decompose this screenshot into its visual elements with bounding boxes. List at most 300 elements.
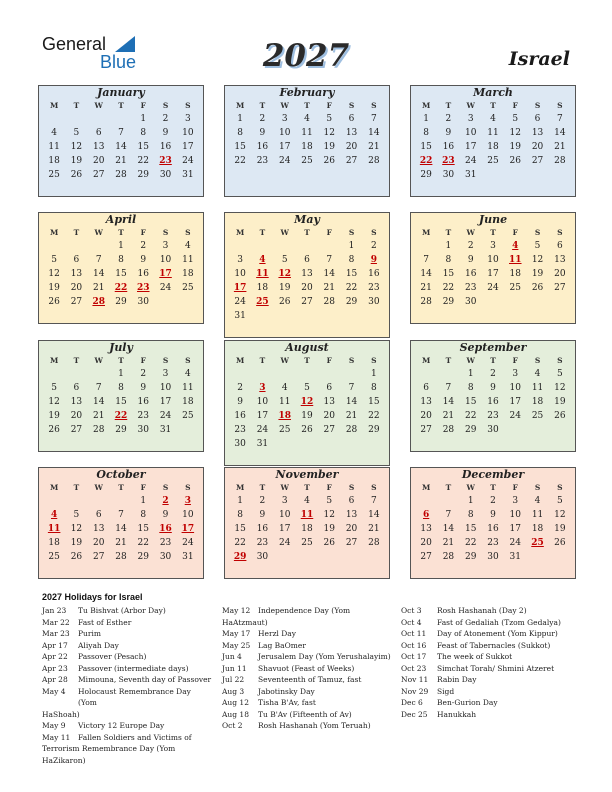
day-cell: 14 bbox=[442, 524, 455, 534]
day-cell: 21 bbox=[323, 283, 335, 293]
holiday-name: Tu Bishvat (Arbor Day) bbox=[78, 606, 166, 615]
holiday-column bbox=[42, 605, 212, 766]
day-cell: 13 bbox=[531, 128, 544, 138]
holiday-item bbox=[401, 605, 576, 617]
day-cell: 28 bbox=[115, 552, 127, 562]
day-cell: 15 bbox=[464, 397, 477, 407]
weekday-label: M bbox=[235, 483, 245, 492]
holiday-date: Aug 3 bbox=[222, 686, 245, 696]
day-cell: 5 bbox=[73, 128, 80, 138]
day-cell: 19 bbox=[48, 283, 60, 293]
day-cell: 18 bbox=[48, 156, 60, 166]
holiday-date: Oct 17 bbox=[401, 652, 427, 661]
empty-day-cell bbox=[415, 367, 437, 381]
month-september bbox=[410, 340, 576, 452]
day-cell: 24 bbox=[509, 538, 521, 548]
day-cell: 30 bbox=[159, 552, 172, 562]
day-cell: 13 bbox=[345, 128, 358, 138]
day-cell: 20 bbox=[301, 283, 313, 293]
day-cell: 12 bbox=[509, 128, 521, 138]
day-cell: 11 bbox=[256, 269, 269, 279]
weekday-label: W bbox=[94, 101, 103, 110]
week-row bbox=[411, 381, 575, 395]
day-cell: 26 bbox=[48, 297, 60, 307]
day-cell: 14 bbox=[323, 269, 335, 279]
weekday-header bbox=[39, 100, 203, 112]
weekday-label: S bbox=[371, 483, 377, 492]
week-row bbox=[39, 154, 203, 168]
weekday-label: M bbox=[235, 356, 245, 365]
holiday-date: Dec 6 bbox=[401, 698, 423, 707]
empty-day-cell bbox=[43, 494, 65, 508]
weekday-label: T bbox=[304, 483, 310, 492]
holiday-name: Independence Day (Yom bbox=[258, 606, 351, 615]
day-cell: 6 bbox=[73, 383, 80, 393]
day-cell: 19 bbox=[554, 524, 566, 534]
day-cell: 10 bbox=[182, 510, 194, 520]
day-cell: 24 bbox=[278, 538, 291, 548]
weekday-label: W bbox=[466, 228, 475, 237]
day-cell: 7 bbox=[118, 128, 124, 138]
day-cell: 30 bbox=[159, 170, 172, 180]
day-cell: 16 bbox=[137, 397, 149, 407]
holiday-date: May 25 bbox=[222, 640, 251, 650]
week-row bbox=[225, 536, 389, 550]
empty-day-cell bbox=[318, 239, 340, 253]
day-cell: 8 bbox=[467, 510, 474, 520]
empty-day-cell bbox=[363, 309, 385, 323]
month-name: February bbox=[279, 86, 335, 99]
weekday-label: S bbox=[162, 483, 169, 492]
day-cell: 29 bbox=[420, 170, 432, 180]
month-march bbox=[410, 85, 576, 197]
holiday-date: Aug 18 bbox=[222, 709, 249, 719]
holiday-date: Oct 16 bbox=[401, 640, 427, 650]
holiday-date: May 12 bbox=[222, 606, 251, 615]
day-cell: 30 bbox=[487, 552, 499, 562]
weekday-label: T bbox=[259, 356, 266, 365]
weekday-label: F bbox=[140, 228, 146, 237]
day-cell: 22 bbox=[442, 283, 455, 293]
holiday-item bbox=[42, 640, 212, 652]
holiday-name: Hanukkah bbox=[437, 709, 477, 719]
day-cell: 17 bbox=[233, 283, 247, 293]
day-cell: 14 bbox=[92, 269, 105, 279]
day-cell: 14 bbox=[442, 397, 455, 407]
day-cell: 5 bbox=[281, 255, 288, 265]
weekday-label: F bbox=[140, 483, 146, 492]
day-cell: 6 bbox=[95, 510, 102, 520]
day-cell: 15 bbox=[115, 397, 127, 407]
day-cell: 4 bbox=[184, 369, 191, 379]
day-cell: 24 bbox=[464, 156, 477, 166]
empty-day-cell bbox=[65, 367, 87, 381]
day-cell: 9 bbox=[490, 383, 496, 393]
day-cell: 27 bbox=[301, 297, 313, 307]
weekday-label: S bbox=[371, 101, 377, 110]
day-cell: 1 bbox=[370, 369, 377, 379]
day-cell: 28 bbox=[442, 552, 455, 562]
day-cell: 17 bbox=[256, 411, 269, 421]
empty-day-cell bbox=[65, 239, 87, 253]
day-cell: 5 bbox=[326, 496, 333, 506]
day-cell: 31 bbox=[182, 170, 194, 180]
weekday-label: S bbox=[557, 356, 563, 365]
weekday-label: S bbox=[348, 356, 355, 365]
weekday-label: T bbox=[490, 356, 496, 365]
day-cell: 16 bbox=[487, 524, 499, 534]
weekday-header bbox=[225, 227, 389, 239]
holiday-date: Dec 25 bbox=[401, 709, 428, 719]
day-cell: 22 bbox=[114, 411, 128, 421]
day-cell: 4 bbox=[534, 369, 541, 379]
month-october bbox=[38, 467, 204, 579]
day-cell: 9 bbox=[490, 510, 496, 520]
day-cell: 15 bbox=[137, 524, 149, 534]
empty-day-cell bbox=[274, 550, 296, 564]
day-cell: 24 bbox=[487, 283, 499, 293]
month-name: July bbox=[109, 341, 133, 354]
holiday-item bbox=[222, 628, 394, 640]
weekday-label: W bbox=[280, 483, 289, 492]
empty-day-cell bbox=[340, 309, 362, 323]
month-name: December bbox=[461, 468, 525, 481]
day-cell: 22 bbox=[345, 283, 358, 293]
empty-day-cell bbox=[526, 423, 548, 437]
day-cell: 10 bbox=[256, 397, 269, 407]
week-row bbox=[225, 522, 389, 536]
day-cell: 16 bbox=[256, 142, 269, 152]
holiday-name: Lag BaOmer bbox=[258, 640, 306, 650]
day-cell: 18 bbox=[301, 142, 313, 152]
day-cell: 1 bbox=[423, 114, 429, 124]
day-cell: 11 bbox=[301, 128, 313, 138]
weekday-label: F bbox=[140, 356, 146, 365]
day-cell: 21 bbox=[554, 142, 566, 152]
day-cell: 20 bbox=[531, 142, 544, 152]
week-row bbox=[411, 409, 575, 423]
day-cell: 7 bbox=[423, 255, 429, 265]
day-cell: 27 bbox=[70, 425, 83, 435]
week-row bbox=[411, 126, 575, 140]
week-row bbox=[225, 381, 389, 395]
day-cell: 27 bbox=[345, 538, 358, 548]
weekday-label: F bbox=[326, 228, 332, 237]
day-cell: 22 bbox=[419, 156, 433, 166]
day-cell: 25 bbox=[301, 538, 313, 548]
weekday-header bbox=[39, 355, 203, 367]
holiday-item bbox=[222, 686, 394, 698]
day-cell: 12 bbox=[70, 524, 83, 534]
day-cell: 23 bbox=[368, 283, 380, 293]
day-cell: 26 bbox=[323, 156, 335, 166]
holiday-date: Oct 23 bbox=[401, 663, 427, 673]
day-cell: 16 bbox=[487, 397, 499, 407]
empty-day-cell bbox=[274, 367, 296, 381]
empty-day-cell bbox=[340, 437, 362, 451]
day-cell: 3 bbox=[184, 114, 191, 124]
holiday-date: Oct 3 bbox=[401, 606, 422, 615]
day-cell: 23 bbox=[256, 156, 269, 166]
day-cell: 12 bbox=[323, 510, 335, 520]
day-cell: 30 bbox=[464, 297, 477, 307]
day-cell: 18 bbox=[509, 269, 521, 279]
week-row bbox=[225, 112, 389, 126]
day-cell: 13 bbox=[92, 142, 105, 152]
holiday-item bbox=[401, 640, 576, 652]
month-december bbox=[410, 467, 576, 579]
month-july bbox=[38, 340, 204, 452]
country-title: Israel bbox=[508, 48, 570, 70]
day-cell: 8 bbox=[370, 383, 377, 393]
logo bbox=[42, 34, 142, 74]
weekday-label: S bbox=[348, 483, 355, 492]
day-cell: 19 bbox=[48, 411, 60, 421]
week-row bbox=[411, 168, 575, 182]
logo-triangle-icon bbox=[115, 36, 135, 52]
day-cell: 21 bbox=[92, 283, 105, 293]
week-row bbox=[225, 494, 389, 508]
empty-day-cell bbox=[229, 367, 251, 381]
day-cell: 22 bbox=[368, 411, 380, 421]
holiday-date: Oct 2 bbox=[222, 721, 243, 730]
week-row bbox=[411, 508, 575, 522]
weekday-label: W bbox=[280, 356, 289, 365]
day-cell: 2 bbox=[140, 369, 147, 379]
day-cell: 30 bbox=[442, 170, 455, 180]
day-cell: 2 bbox=[467, 241, 474, 251]
week-row bbox=[411, 423, 575, 437]
weekday-label: M bbox=[421, 101, 431, 110]
empty-day-cell bbox=[340, 367, 362, 381]
holiday-item bbox=[401, 674, 576, 686]
day-cell: 2 bbox=[259, 114, 266, 124]
weekday-label: S bbox=[557, 483, 563, 492]
weekday-label: T bbox=[118, 356, 124, 365]
holiday-name: Fast of Gedaliah (Tzom Gedalya) bbox=[437, 617, 561, 627]
day-cell: 3 bbox=[237, 255, 243, 265]
weekday-label: M bbox=[49, 483, 59, 492]
day-cell: 20 bbox=[420, 411, 432, 421]
day-cell: 13 bbox=[70, 269, 83, 279]
week-row bbox=[225, 437, 389, 451]
day-cell: 27 bbox=[420, 552, 432, 562]
holiday-date: Jun 4 bbox=[222, 652, 242, 661]
holiday-name: Jabotinsky Day bbox=[258, 686, 315, 696]
weekday-label: M bbox=[421, 483, 431, 492]
week-row bbox=[225, 253, 389, 267]
empty-day-cell bbox=[526, 295, 548, 309]
day-cell: 11 bbox=[182, 383, 194, 393]
day-cell: 23 bbox=[137, 411, 149, 421]
holiday-item bbox=[401, 651, 576, 663]
day-cell: 6 bbox=[423, 510, 430, 520]
weekday-label: W bbox=[466, 101, 475, 110]
day-cell: 10 bbox=[159, 255, 172, 265]
day-cell: 1 bbox=[118, 241, 124, 251]
empty-day-cell bbox=[318, 309, 340, 323]
day-cell: 7 bbox=[118, 510, 124, 520]
day-cell: 12 bbox=[70, 142, 83, 152]
week-row bbox=[39, 423, 203, 437]
day-cell: 9 bbox=[162, 510, 169, 520]
week-row bbox=[225, 140, 389, 154]
empty-day-cell bbox=[43, 367, 65, 381]
day-cell: 15 bbox=[368, 397, 380, 407]
week-row bbox=[411, 536, 575, 550]
day-cell: 5 bbox=[51, 255, 57, 265]
week-row bbox=[411, 295, 575, 309]
week-row bbox=[39, 281, 203, 295]
weekday-label: M bbox=[49, 356, 59, 365]
month-name: March bbox=[473, 86, 513, 99]
day-cell: 14 bbox=[554, 128, 566, 138]
day-cell: 28 bbox=[92, 425, 105, 435]
holiday-item bbox=[401, 663, 576, 675]
holiday-item bbox=[222, 697, 394, 709]
day-cell: 3 bbox=[467, 114, 474, 124]
week-row bbox=[225, 154, 389, 168]
day-cell: 21 bbox=[115, 538, 127, 548]
holiday-item bbox=[222, 640, 394, 652]
day-cell: 20 bbox=[70, 283, 83, 293]
day-cell: 1 bbox=[140, 496, 147, 506]
holiday-item bbox=[42, 628, 212, 640]
day-cell: 6 bbox=[556, 241, 563, 251]
empty-day-cell bbox=[318, 550, 340, 564]
week-row bbox=[225, 409, 389, 423]
weekday-header bbox=[411, 482, 575, 494]
holiday-name: Rabin Day bbox=[437, 675, 477, 684]
day-cell: 18 bbox=[256, 283, 269, 293]
day-cell: 13 bbox=[70, 397, 83, 407]
day-cell: 21 bbox=[92, 411, 105, 421]
day-cell: 13 bbox=[554, 255, 566, 265]
logo-text-blue: Blue bbox=[100, 52, 137, 72]
day-cell: 15 bbox=[345, 269, 358, 279]
holiday-column bbox=[222, 605, 394, 732]
week-row bbox=[225, 281, 389, 295]
weekday-label: T bbox=[73, 228, 80, 237]
holiday-item bbox=[42, 720, 212, 732]
day-cell: 12 bbox=[48, 397, 60, 407]
day-cell: 6 bbox=[423, 383, 429, 393]
weekday-label: S bbox=[162, 356, 169, 365]
day-cell: 20 bbox=[554, 269, 566, 279]
day-cell: 8 bbox=[118, 255, 124, 265]
day-cell: 24 bbox=[278, 156, 291, 166]
day-cell: 24 bbox=[256, 425, 269, 435]
day-cell: 18 bbox=[182, 269, 194, 279]
day-cell: 8 bbox=[118, 383, 124, 393]
day-cell: 9 bbox=[140, 383, 147, 393]
day-cell: 11 bbox=[182, 255, 194, 265]
holiday-name: Rosh Hashanah (Yom Teruah) bbox=[258, 721, 371, 730]
weekday-label: F bbox=[512, 228, 518, 237]
day-cell: 2 bbox=[162, 114, 169, 124]
empty-day-cell bbox=[229, 239, 251, 253]
day-cell: 5 bbox=[304, 383, 310, 393]
day-cell: 4 bbox=[304, 114, 310, 124]
day-cell: 23 bbox=[234, 425, 246, 435]
month-name: October bbox=[96, 468, 146, 481]
weekday-label: T bbox=[259, 101, 266, 110]
weekday-header bbox=[411, 227, 575, 239]
day-cell: 28 bbox=[554, 156, 566, 166]
day-cell: 26 bbox=[509, 156, 521, 166]
day-cell: 5 bbox=[326, 114, 333, 124]
day-cell: 30 bbox=[256, 552, 269, 562]
day-cell: 16 bbox=[159, 142, 172, 152]
empty-day-cell bbox=[504, 168, 526, 182]
day-cell: 4 bbox=[51, 128, 57, 138]
month-name: August bbox=[285, 341, 329, 354]
week-row bbox=[411, 140, 575, 154]
day-cell: 31 bbox=[256, 439, 269, 449]
empty-day-cell bbox=[437, 367, 459, 381]
empty-day-cell bbox=[274, 309, 296, 323]
day-cell: 23 bbox=[487, 538, 499, 548]
month-name: June bbox=[478, 213, 508, 226]
month-name: May bbox=[294, 213, 320, 226]
holiday-name: The week of Sukkot bbox=[437, 652, 513, 661]
day-cell: 2 bbox=[445, 114, 452, 124]
day-cell: 11 bbox=[509, 255, 522, 265]
weekday-label: T bbox=[73, 483, 80, 492]
empty-day-cell bbox=[504, 423, 526, 437]
week-row bbox=[225, 508, 389, 522]
empty-day-cell bbox=[415, 239, 437, 253]
week-row bbox=[411, 253, 575, 267]
empty-day-cell bbox=[65, 494, 87, 508]
weekday-label: M bbox=[421, 356, 431, 365]
day-cell: 10 bbox=[278, 128, 291, 138]
day-cell: 17 bbox=[182, 142, 194, 152]
day-cell: 17 bbox=[487, 269, 499, 279]
day-cell: 20 bbox=[92, 538, 105, 548]
holiday-name: Shavuot (Feast of Weeks) bbox=[258, 663, 355, 673]
day-cell: 25 bbox=[301, 156, 313, 166]
week-row bbox=[225, 239, 389, 253]
day-cell: 16 bbox=[442, 142, 455, 152]
day-cell: 10 bbox=[234, 269, 246, 279]
day-cell: 12 bbox=[300, 397, 314, 407]
day-cell: 21 bbox=[368, 524, 380, 534]
holiday-item bbox=[401, 686, 576, 698]
weekday-label: F bbox=[140, 101, 146, 110]
holiday-item bbox=[42, 605, 212, 617]
holiday-item bbox=[42, 732, 212, 744]
day-cell: 17 bbox=[464, 142, 477, 152]
weekday-header bbox=[39, 482, 203, 494]
week-row bbox=[39, 536, 203, 550]
day-cell: 28 bbox=[115, 170, 127, 180]
day-cell: 2 bbox=[162, 496, 169, 506]
empty-day-cell bbox=[251, 239, 273, 253]
day-cell: 20 bbox=[92, 156, 105, 166]
week-row bbox=[411, 267, 575, 281]
empty-day-cell bbox=[340, 550, 362, 564]
holidays-title: 2027 Holidays for Israel bbox=[42, 592, 143, 602]
month-name: September bbox=[459, 341, 527, 354]
day-cell: 22 bbox=[464, 411, 477, 421]
month-november bbox=[224, 467, 390, 579]
week-row bbox=[39, 409, 203, 423]
day-cell: 17 bbox=[278, 524, 291, 534]
day-cell: 10 bbox=[464, 128, 477, 138]
day-cell: 8 bbox=[348, 255, 355, 265]
holiday-name: Passover (Pesach) bbox=[78, 652, 147, 661]
